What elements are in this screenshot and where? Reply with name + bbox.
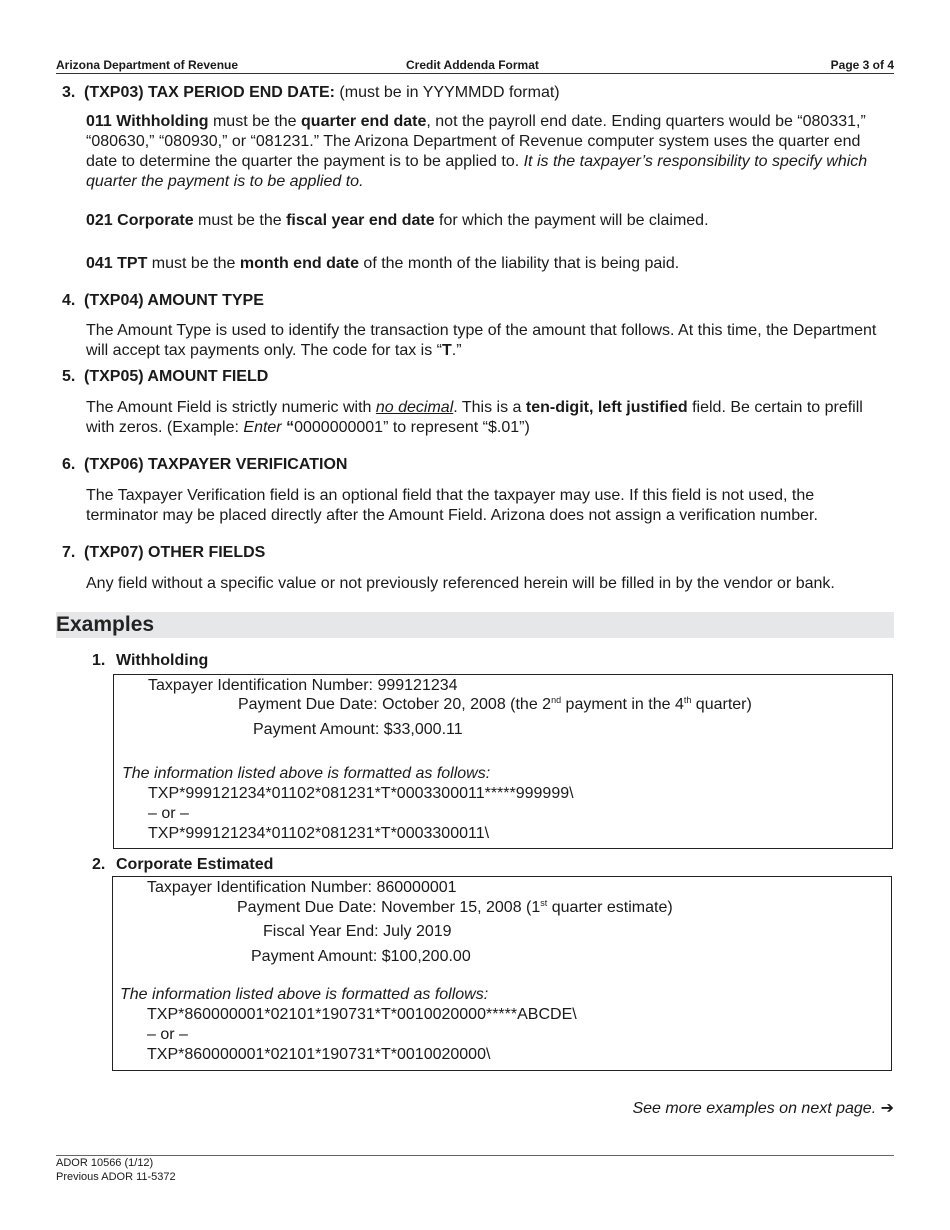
section-4-title: (TXP04) AMOUNT TYPE (84, 292, 264, 309)
example-2-or: – or – (147, 1026, 188, 1043)
text: quarter estimate) (547, 899, 673, 916)
footer-divider (56, 1155, 894, 1156)
text: for which the payment will be claimed. (434, 212, 709, 229)
header-agency: Arizona Department of Revenue (56, 58, 239, 72)
text: of the month of the liability that is being paid. (358, 255, 680, 272)
text: . This is a (453, 399, 526, 416)
section-5-title: (TXP05) AMOUNT FIELD (84, 368, 269, 385)
example-1-or: – or – (148, 805, 189, 822)
text: must be the (147, 255, 240, 272)
page-header (56, 58, 894, 74)
example-2-box (112, 876, 892, 1071)
section-5-number: 5. (62, 368, 76, 385)
footer-previous-form: Previous ADOR 11-5372 (56, 1171, 176, 1183)
section-3-withholding-paragraph (86, 112, 886, 192)
example-2-tin: Taxpayer Identification Number: 860000001 (147, 879, 457, 896)
section-3-corporate-paragraph (86, 211, 886, 231)
example-2-code-full: TXP*860000001*02101*190731*T*0010020000*****ABCDE\ (147, 1006, 577, 1023)
section-3-tpt-paragraph (86, 254, 886, 274)
example-2-code-short: TXP*860000001*02101*190731*T*0010020000\ (147, 1046, 491, 1063)
superscript: th (683, 695, 692, 705)
example-2-amount: Payment Amount: $100,200.00 (251, 948, 471, 965)
example-1-box (113, 674, 893, 849)
example-2-number: 2. (92, 856, 106, 873)
withholding-label: 011 Withholding (86, 113, 209, 130)
quarter-end-date-term: quarter end date (301, 113, 427, 130)
example-2-format-note: The information listed above is formatted as follows: (120, 986, 489, 1003)
open-quote: “ (281, 419, 295, 436)
section-4-paragraph (86, 321, 886, 361)
section-5-paragraph (86, 398, 886, 438)
example-2-fiscal-year-end: Fiscal Year End: July 2019 (263, 923, 452, 940)
examples-heading-bar (56, 612, 894, 638)
text: field. Be certain to prefill with zeros. (Example: (86, 399, 863, 436)
text: quarter) (691, 696, 752, 713)
section-4-number: 4. (62, 292, 76, 309)
superscript: st (540, 898, 548, 908)
corporate-label: 021 Corporate (86, 212, 194, 229)
see-more-text: See more examples on next page. (632, 1100, 877, 1117)
example-1-format-note: The information listed above is formatted as follows: (122, 765, 491, 782)
section-6-number: 6. (62, 456, 76, 473)
section-3-number: 3. (62, 84, 76, 101)
section-7-paragraph: Any field without a specific value or not previously referenced herein will be filled in by the vendor or bank. (86, 575, 835, 592)
example-1-amount: Payment Amount: $33,000.11 (253, 721, 463, 738)
example-1-code-short: TXP*999121234*01102*081231*T*0003300011\ (148, 825, 490, 842)
section-6-title: (TXP06) TAXPAYER VERIFICATION (84, 456, 348, 473)
arrow-right-icon: ➔ (880, 1100, 894, 1117)
example-2-title: Corporate Estimated (116, 856, 274, 873)
header-page-number: Page 3 of 4 (830, 58, 894, 72)
example-1-code-full: TXP*999121234*01102*081231*T*0003300011*****999999\ (148, 785, 574, 802)
ten-digit-term: ten-digit, left justified (525, 399, 688, 416)
text: Payment Due Date: November 15, 2008 (1 (237, 899, 541, 916)
text: must be the (208, 113, 302, 130)
responsibility-note: It is the taxpayer’s responsibility to specify which quarter the payment is to be applied to. (86, 153, 868, 190)
enter-term: Enter (243, 419, 282, 436)
example-1-number: 1. (92, 652, 106, 669)
header-title: Credit Addenda Format (406, 58, 539, 72)
see-more-note (632, 1098, 894, 1118)
superscript: nd (551, 695, 562, 705)
example-2-due-date (237, 899, 673, 917)
text: Payment Due Date: October 20, 2008 (the 2 (238, 696, 552, 713)
text: .” (451, 342, 462, 359)
text: 0000000001” to represent “$.01”) (294, 419, 530, 436)
tax-code: T (442, 342, 452, 359)
no-decimal-term: no decimal (375, 399, 454, 416)
section-6-paragraph: The Taxpayer Verification field is an optional field that the taxpayer may use. If this field is not used, the terminator may be placed directly after the Amount Field. Arizona does not assign a verification number. (86, 487, 818, 524)
text: The Amount Field is strictly numeric with (86, 399, 376, 416)
text: must be the (193, 212, 287, 229)
section-7-number: 7. (62, 544, 76, 561)
fiscal-year-end-term: fiscal year end date (286, 212, 435, 229)
example-1-title: Withholding (116, 652, 209, 669)
text: , not the payroll end date. Ending quarters would be “080331,” “080630,” “080930,” or “081231.” The Arizona Department of Revenue computer system uses the quarter end date to determine the quarter the payment is to be applied to. (86, 113, 866, 170)
text: The Amount Type is used to identify the transaction type of the amount that follows. At this time, the Department will accept tax payments only. The code for tax is “ (86, 322, 877, 359)
tpt-label: 041 TPT (86, 255, 148, 272)
examples-heading: Examples (56, 613, 155, 636)
month-end-date-term: month end date (239, 255, 359, 272)
section-7-title: (TXP07) OTHER FIELDS (84, 544, 266, 561)
section-3-title-text: (TXP03) TAX PERIOD END DATE: (84, 84, 335, 101)
section-3-title (84, 84, 560, 102)
section-3-format-note: (must be in YYYMMDD format) (334, 84, 560, 101)
example-1-tin: Taxpayer Identification Number: 999121234 (148, 677, 458, 694)
text: payment in the 4 (561, 696, 684, 713)
example-1-due-date (238, 696, 752, 714)
footer-form-number: ADOR 10566 (1/12) (56, 1157, 154, 1169)
